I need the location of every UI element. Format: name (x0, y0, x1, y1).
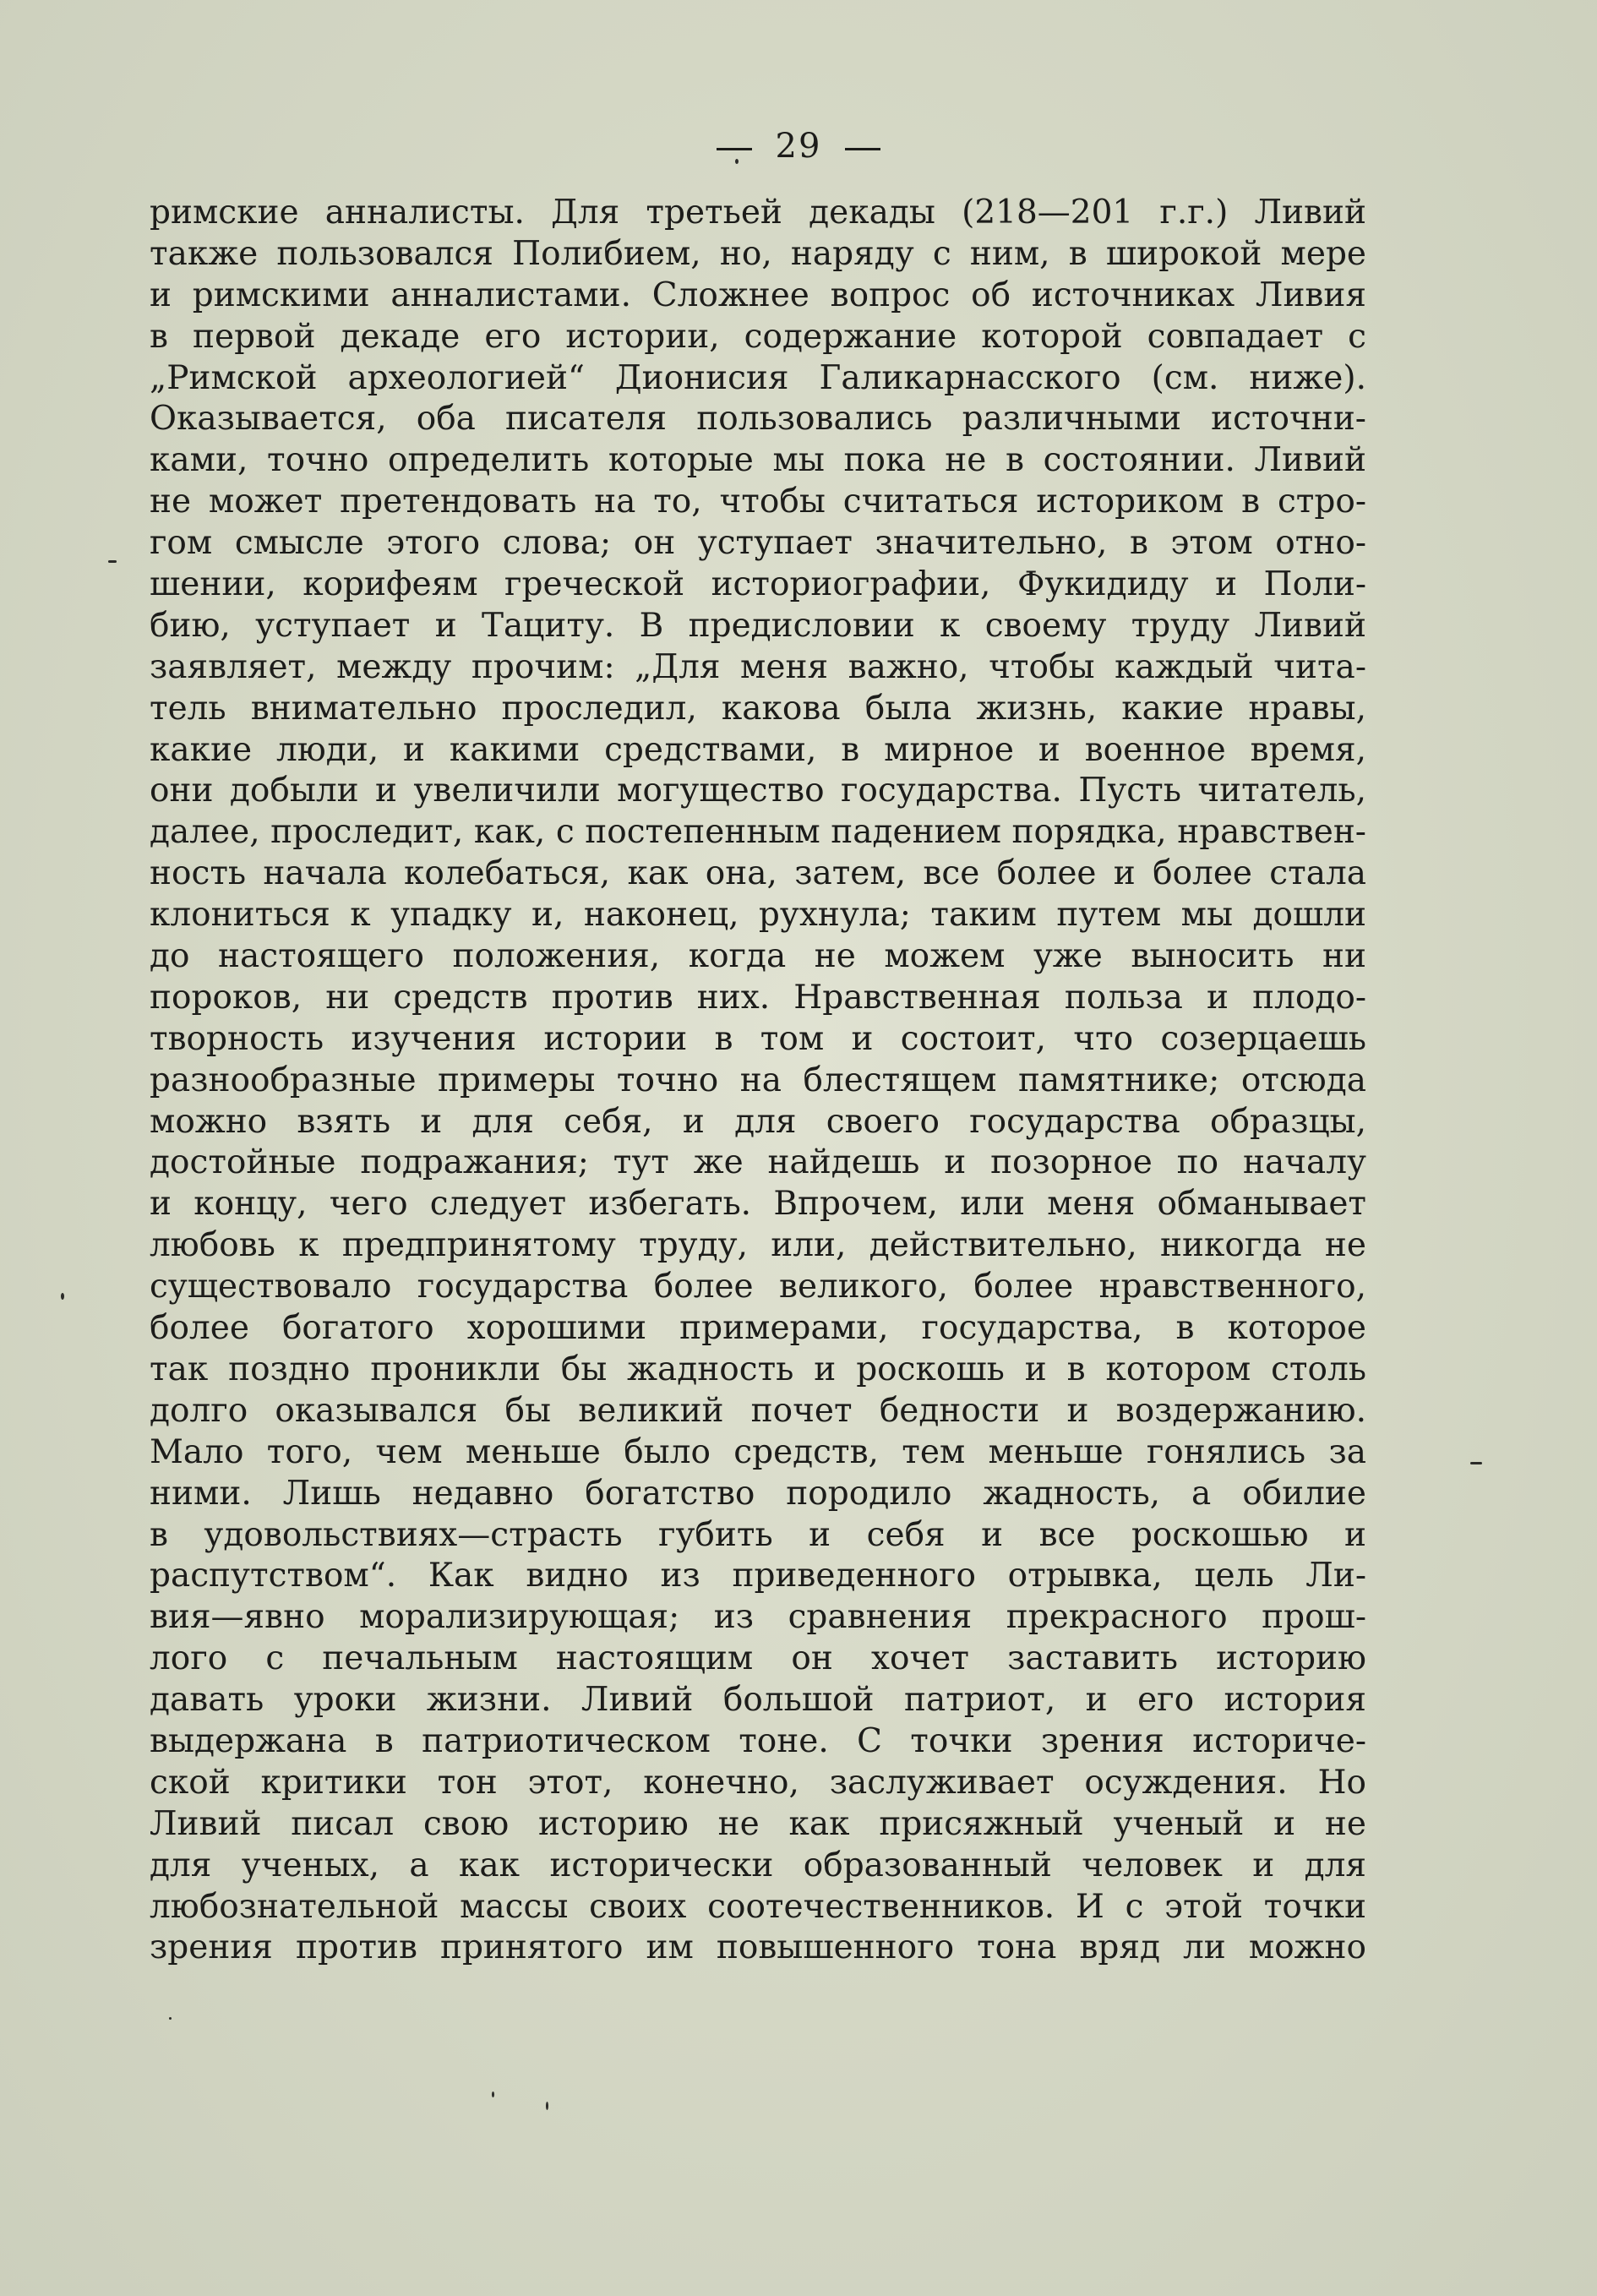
text-line: они добыли и увеличили могущество государства. Пусть читатель, (150, 772, 1366, 810)
text-line: заявляет, между прочим: „Для меня важно, чтобы каждый чита- (150, 647, 1366, 686)
text-line: в первой декаде его истории, содержание которой совпадает с (150, 317, 1366, 356)
ink-speck (169, 2017, 172, 2020)
ink-speck (492, 2091, 494, 2097)
text-line: так поздно проникли бы жадность и роскошь и в котором столь (150, 1350, 1366, 1388)
text-line: в удовольствиях—страсть губить и себя и все роскошью и (150, 1515, 1366, 1554)
body-text (150, 193, 1366, 1969)
text-line: бию, уступает и Тациту. В предисловии к своему труду Ливий (150, 606, 1366, 645)
text-line: более богатого хорошими примерами, государства, в которое (150, 1309, 1366, 1348)
text-line: гом смысле этого слова; он уступает значительно, в этом отно- (150, 524, 1366, 563)
text-line: любовь к предпринятому труду, или, действительно, никогда не (150, 1226, 1366, 1265)
text-line: зрения против принятого им повышенного тона вряд ли можно (150, 1928, 1366, 1967)
ink-speck (61, 1293, 64, 1300)
text-line: и римскими анналистами. Сложнее вопрос об источниках Ливия (150, 275, 1366, 314)
text-line: долго оказывался бы великий почет бедности и воздержанию. (150, 1391, 1366, 1430)
ink-speck (1470, 1462, 1482, 1464)
page-number-value: 29 (775, 127, 822, 166)
ink-speck (546, 2102, 548, 2110)
page-number-dash-left (717, 148, 752, 150)
text-line: и концу, чего следует избегать. Впрочем, или меня обманывает (150, 1185, 1366, 1224)
text-line: можно взять и для себя, и для своего государства образцы, (150, 1102, 1366, 1141)
text-line: вия—явно морализирующая; из сравнения прекрасного прош- (150, 1598, 1366, 1637)
text-line: тель внимательно проследил, какова была жизнь, какие нравы, (150, 689, 1366, 728)
text-line: не может претендовать на то, чтобы считаться историком в стро- (150, 483, 1366, 521)
text-line: распутством“. Как видно из приведенного отрывка, цель Ли- (150, 1557, 1366, 1595)
text-line: существовало государства более великого, более нравственного, (150, 1268, 1366, 1306)
ink-speck (735, 159, 739, 164)
text-line: давать уроки жизни. Ливий большой патриот, и его история (150, 1681, 1366, 1720)
text-line: пороков, ни средств против них. Нравственная польза и плодо- (150, 978, 1366, 1017)
text-line: шении, корифеям греческой историографии, Фукидиду и Поли- (150, 565, 1366, 604)
ink-speck (108, 560, 117, 563)
text-line: ской критики тон этот, конечно, заслуживает осуждения. Но (150, 1763, 1366, 1802)
text-line: ними. Лишь недавно богатство породило жадность, а обилие (150, 1474, 1366, 1513)
text-line: Ливий писал свою историю не как присяжный ученый и не (150, 1804, 1366, 1843)
text-line: любознательной массы своих соотечественников. И с этой точки (150, 1887, 1366, 1926)
text-line: клониться к упадку и, наконец, рухнула; таким путем мы дошли (150, 896, 1366, 935)
text-line: римские анналисты. Для третьей декады (218—201 г.г.) Ливий (150, 194, 1366, 232)
text-line: для ученых, а как исторически образованный человек и для (150, 1846, 1366, 1884)
text-line: также пользовался Полибием, но, наряду с ним, в широкой мере (150, 234, 1366, 273)
text-line: выдержана в патриотическом тоне. С точки зрения историче- (150, 1721, 1366, 1760)
text-line: лого с печальным настоящим он хочет заставить историю (150, 1639, 1366, 1678)
page-number-dash-right (845, 148, 880, 150)
text-line: ками, точно определить которые мы пока не в состоянии. Ливий (150, 441, 1366, 480)
text-line: „Римской археологией“ Дионисия Галикарнасского (см. ниже). (150, 358, 1366, 397)
text-line: до настоящего положения, когда не можем уже выносить ни (150, 937, 1366, 976)
text-line: достойные подражания; тут же найдешь и позорное по началу (150, 1143, 1366, 1182)
text-line: далее, проследит, как, с постепенным падением порядка, нравствен- (150, 813, 1366, 852)
text-line: ность начала колебаться, как она, затем, все более и более стала (150, 854, 1366, 893)
text-line: какие люди, и какими средствами, в мирное и военное время, (150, 730, 1366, 769)
text-line: творность изучения истории в том и состоит, что созерцаешь (150, 1019, 1366, 1058)
text-line: Оказывается, оба писателя пользовались различными источни- (150, 400, 1366, 439)
page-number (0, 127, 1597, 166)
text-line: разнообразные примеры точно на блестящем памятнике; отсюда (150, 1061, 1366, 1099)
text-line: Мало того, чем меньше было средств, тем меньше гонялись за (150, 1432, 1366, 1471)
